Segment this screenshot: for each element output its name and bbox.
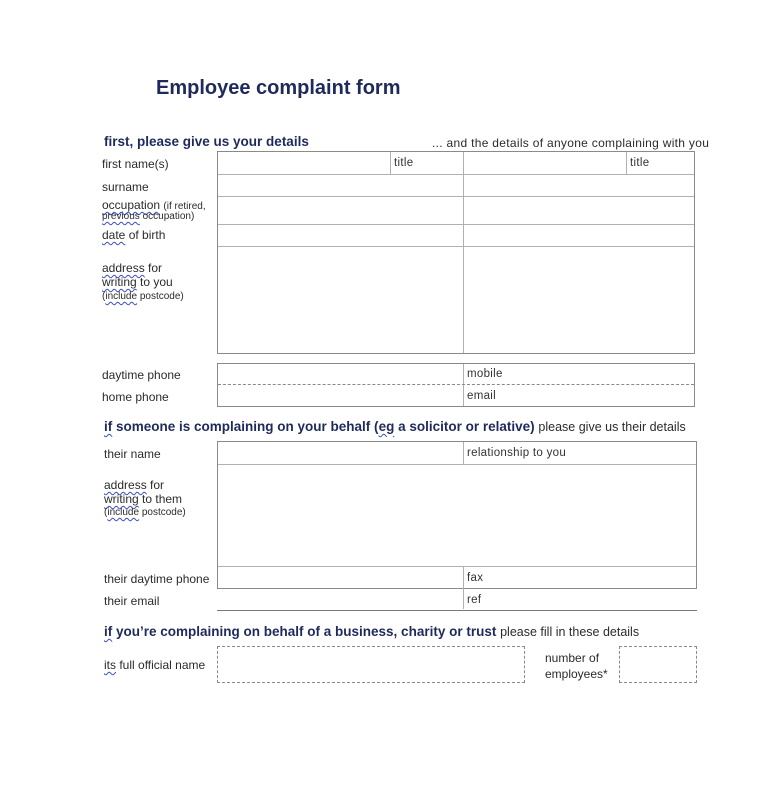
number-of-label: number of [545, 651, 600, 665]
details-divider [463, 152, 464, 353]
its-word: its [104, 658, 116, 672]
include-postcode-label [102, 290, 184, 304]
dob-rest: of birth [128, 228, 166, 242]
title-divider-2 [626, 152, 627, 174]
relationship-label: relationship to you [467, 447, 567, 459]
their-name-divider [463, 442, 464, 464]
section3-if-word: if [104, 624, 113, 639]
their-daytime-phone-field[interactable] [219, 568, 462, 588]
section3-heading [104, 624, 639, 639]
section2-heading [104, 419, 686, 434]
section2-heading-mid: someone is complaining on your behalf ( [116, 419, 379, 434]
dob-field[interactable] [219, 226, 462, 245]
row-line [218, 224, 694, 225]
address-field[interactable] [219, 248, 462, 352]
official-name-rest: full official name [119, 658, 206, 672]
section2-if-word: if [104, 419, 113, 434]
row-line [218, 566, 696, 567]
employees-label: employees* [545, 667, 608, 681]
their-writing-label [104, 492, 182, 506]
title-label-2: title [630, 157, 650, 169]
include-word: include [105, 291, 138, 302]
fax-field[interactable] [490, 568, 695, 588]
fax-divider [463, 567, 464, 609]
their-include-postcode-label [104, 506, 186, 520]
their-include-rest: postcode) [141, 507, 186, 518]
section2-eg-word: eg [378, 419, 395, 434]
others-note: ... and the details of anyone complaining with you [432, 136, 710, 150]
address-rest: for [148, 261, 163, 275]
their-email-line [217, 610, 697, 611]
their-writing-rest: to them [142, 492, 183, 506]
official-name-field[interactable] [217, 646, 525, 683]
include-rest: postcode) [139, 291, 184, 302]
first-names-label: first name(s) [102, 157, 169, 171]
section2-heading-norm: please give us their details [538, 420, 686, 434]
writing-label [102, 275, 173, 289]
address-label [102, 261, 162, 275]
home-phone-label: home phone [102, 390, 169, 404]
phone-divider [463, 364, 464, 406]
relationship-field[interactable] [572, 443, 695, 463]
title-divider-1 [390, 152, 391, 174]
title-label-1: title [394, 157, 414, 169]
their-include-open: ( [104, 507, 108, 518]
their-name-field[interactable] [219, 443, 462, 463]
their-address-field[interactable] [219, 466, 695, 565]
others-surname-field[interactable] [465, 176, 694, 195]
first-names-field[interactable] [219, 153, 389, 173]
row-line [218, 464, 696, 465]
mobile-field[interactable] [505, 365, 693, 383]
email-field[interactable] [500, 386, 693, 405]
row-line [218, 174, 694, 175]
date-word: date [102, 228, 126, 242]
daytime-phone-field[interactable] [219, 365, 462, 383]
their-email-label: their email [104, 594, 160, 608]
address-word: address [102, 261, 145, 275]
surname-field[interactable] [219, 176, 462, 195]
their-writing-word: writing [104, 492, 139, 506]
others-address-field[interactable] [465, 248, 694, 352]
home-phone-field[interactable] [219, 386, 462, 405]
section3-heading-norm: please fill in these details [500, 625, 640, 639]
fax-label: fax [467, 572, 484, 584]
others-title-field[interactable] [658, 153, 694, 173]
previous-word: previous [102, 211, 140, 222]
their-email-field[interactable] [219, 590, 462, 609]
others-first-names-field[interactable] [465, 153, 625, 173]
writing-word: writing [102, 275, 137, 289]
section2-heading-end: a solicitor or relative) [398, 419, 535, 434]
row-line [218, 246, 694, 247]
number-of-employees-field[interactable] [619, 646, 697, 683]
their-address-word: address [104, 478, 147, 492]
others-occupation-field[interactable] [465, 198, 694, 223]
daytime-phone-label: daytime phone [102, 368, 181, 382]
occupation-field[interactable] [219, 198, 462, 223]
their-address-label [104, 478, 164, 492]
surname-label: surname [102, 180, 149, 194]
occupation-note-2 [102, 210, 194, 224]
occupation-note-1: (if retired, [163, 201, 206, 212]
mobile-label: mobile [467, 368, 503, 380]
title-field[interactable] [420, 153, 462, 173]
official-name-label [104, 658, 205, 672]
row-line [218, 196, 694, 197]
writing-rest: to you [140, 275, 173, 289]
phone-row-line [218, 384, 694, 385]
their-name-label: their name [104, 447, 161, 461]
email-label: email [467, 390, 496, 402]
their-include-word: include [107, 507, 140, 518]
occupation-word: occupation [102, 198, 161, 212]
include-open: ( [102, 291, 106, 302]
section3-heading-bold: you’re complaining on behalf of a business, charity or trust [116, 624, 497, 639]
others-dob-field[interactable] [465, 226, 694, 245]
their-daytime-phone-label: their daytime phone [104, 572, 210, 586]
ref-field[interactable] [490, 590, 695, 609]
ref-label: ref [467, 594, 482, 606]
dob-label [102, 228, 165, 242]
page-title: Employee complaint form [156, 77, 401, 99]
section1-heading: first, please give us your details [104, 134, 309, 149]
their-address-rest: for [150, 478, 165, 492]
occupation-note-2-rest: occupation) [142, 211, 195, 222]
